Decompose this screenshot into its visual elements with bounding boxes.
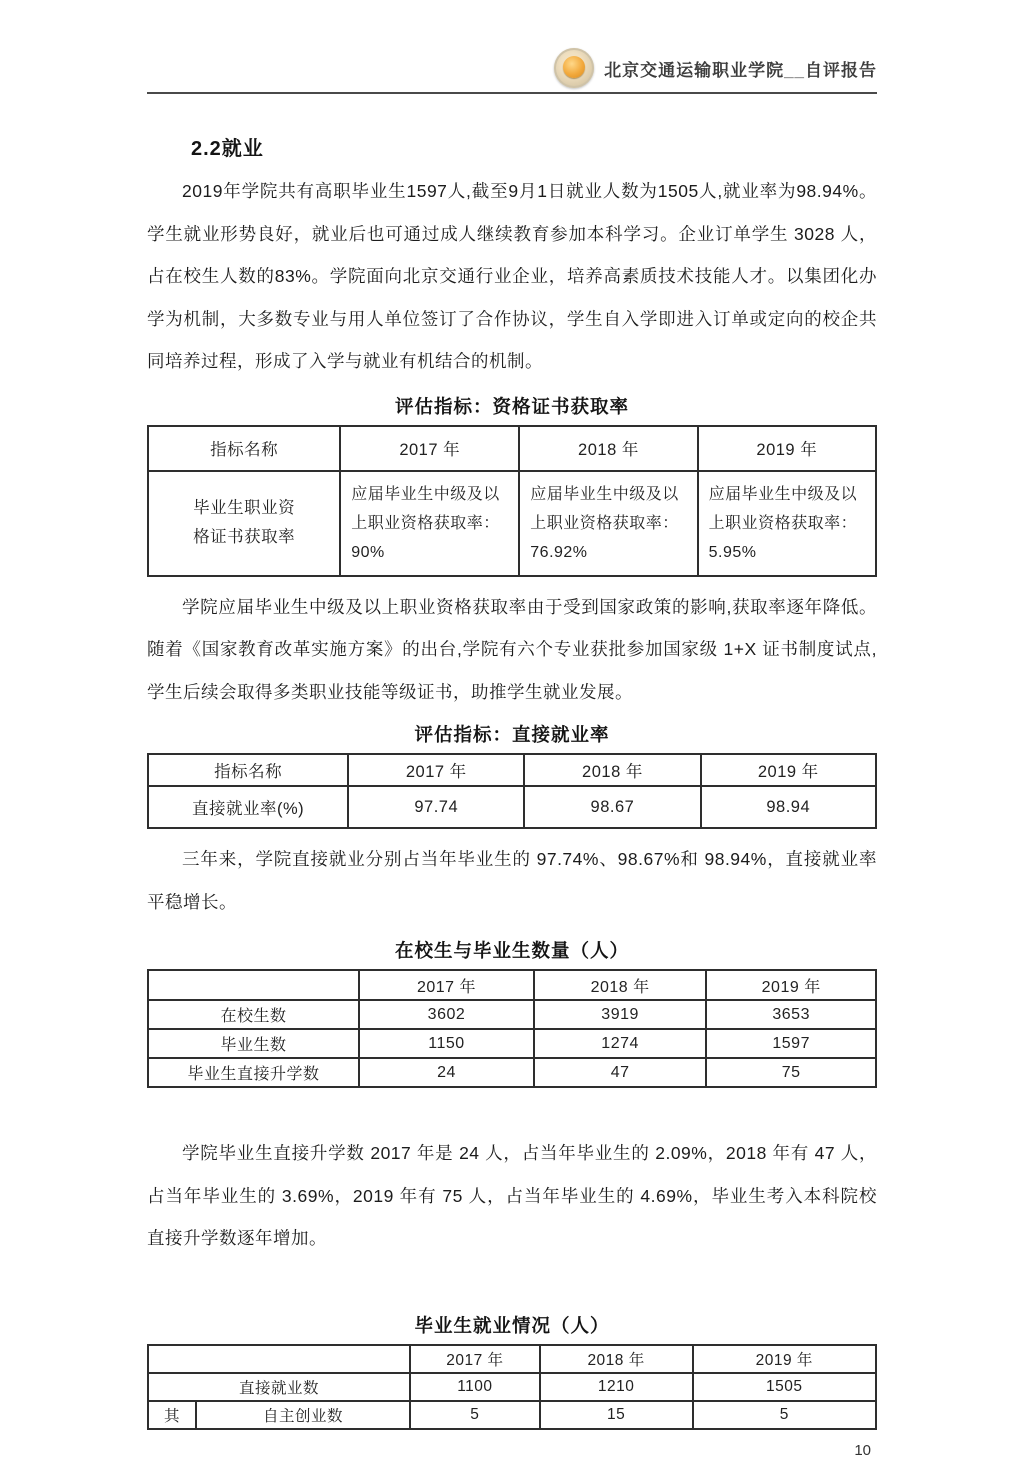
table-row-self-employment [148,1401,876,1429]
header-cell-2018: 2018 年 [540,1345,693,1373]
value-cell: 75 [706,1058,876,1087]
table-row-enrolled [148,1000,876,1029]
cert-rate-table [147,425,877,577]
value-cell: 1505 [693,1373,876,1401]
value-cell-2019: 98.94 [701,786,876,828]
table-row [148,471,876,576]
paragraph-rate-trend: 三年来，学院直接就业分别占当年毕业生的 97.74%、98.67%和 98.94%，直接就业率平稳增长。 [147,849,877,912]
header-cell-2017: 2017 年 [359,970,534,1000]
table-header-row [148,1345,876,1373]
table-row-direct-employment [148,1373,876,1401]
table-header-row [148,970,876,1000]
row-label: 自主创业数 [196,1401,410,1429]
table-row [148,786,876,828]
value-cell: 3919 [534,1000,707,1029]
value-cell: 1150 [359,1029,534,1058]
row-group-cell: 其 [148,1401,196,1429]
direct-employment-rate-table [147,753,877,829]
value-cell-2019: 应届毕业生中级及以上职业资格获取率： 5.95% [698,471,876,576]
table-row-further-study [148,1058,876,1087]
value-cell-2017: 97.74 [348,786,524,828]
header-cell-2019: 2019 年 [693,1345,876,1373]
value-cell: 47 [534,1058,707,1087]
header-cell-empty [148,1345,410,1373]
header-cell-empty [148,970,359,1000]
row-label: 毕业生数 [148,1029,359,1058]
value-cell-2018: 应届毕业生中级及以上职业资格获取率： 76.92% [519,471,697,576]
page-header [147,0,877,94]
row-label: 毕业生直接升学数 [148,1058,359,1087]
header-cell-2017: 2017 年 [340,426,519,471]
report-title: 北京交通运输职业学院__自评报告 [604,60,877,80]
value-cell: 15 [540,1401,693,1429]
section-heading: 2.2就业 [191,138,264,160]
paragraph-cert-analysis: 学院应届毕业生中级及以上职业资格获取率由于受到国家政策的影响,获取率逐年降低。随着《国家教育改革实施方案》的出台,学院有六个专业获批参加国家级 1+X 证书制度试点,学生后续会取得多类职业技能等级证书，助推学生就业发展。 [147,596,877,702]
table-title-student-counts: 在校生与毕业生数量（人） [394,940,629,961]
header-cell-2019: 2019 年 [698,426,876,471]
table-header-row [148,754,876,786]
value-cell: 24 [359,1058,534,1087]
value-cell: 3653 [706,1000,876,1029]
table-header-row [148,426,876,471]
grad-employment-table [147,1344,877,1430]
row-label-cell [148,471,340,576]
header-cell-indicator: 指标名称 [148,754,348,786]
row-label: 直接就业数 [148,1373,410,1401]
table-title-grad-employment: 毕业生就业情况（人） [414,1314,610,1336]
value-cell-2018: 98.67 [524,786,700,828]
value-cell: 5 [410,1401,540,1429]
value-cell: 1597 [706,1029,876,1058]
page-number: 10 [854,1441,871,1459]
paragraph-employment-overview: 2019年学院共有高职毕业生1597人,截至9月1日就业人数为1505人,就业率为98.94%。学生就业形势良好，就业后也可通过成人继续教育参加本科学习。企业订单学生 3028 人，占在校生人数的83%。学院面向北京交通行业企业，培养高素质技术技能人才。以集团化办学为机制，大多数专业与用人单位签订了合作协议，学生自入学即进入订单或定向的校企共同培养过程，形成了入学与就业有机结合的机制。 [147,181,877,371]
header-cell-2017: 2017 年 [348,754,524,786]
table-title-cert-rate: 评估指标：资格证书获取率 [394,395,629,417]
table-row-graduates [148,1029,876,1058]
value-cell: 5 [693,1401,876,1429]
header-cell-2018: 2018 年 [524,754,700,786]
value-cell: 1210 [540,1373,693,1401]
value-cell: 3602 [359,1000,534,1029]
value-cell: 1100 [410,1373,540,1401]
value-cell-2017: 应届毕业生中级及以上职业资格获取率： 90% [340,471,519,576]
row-label: 在校生数 [148,1000,359,1029]
student-counts-table [147,969,877,1088]
college-seal-icon [554,48,594,88]
value-cell: 1274 [534,1029,707,1058]
header-cell-indicator: 指标名称 [148,426,340,471]
row-label: 毕业生职业资格证书获取率 [193,499,296,546]
header-cell-2019: 2019 年 [706,970,876,1000]
header-cell-2018: 2018 年 [519,426,697,471]
header-cell-2018: 2018 年 [534,970,707,1000]
header-cell-2019: 2019 年 [701,754,876,786]
table-title-direct-rate: 评估指标：直接就业率 [414,724,610,745]
header-cell-2017: 2017 年 [410,1345,540,1373]
row-label: 直接就业率(%) [148,786,348,828]
paragraph-further-study: 学院毕业生直接升学数 2017 年是 24 人，占当年毕业生的 2.09%，2018 年有 47 人，占当年毕业生的 3.69%，2019 年有 75 人，占当年毕业生的 4.69%，毕业生考入本科院校直接升学数逐年增加。 [147,1143,877,1248]
